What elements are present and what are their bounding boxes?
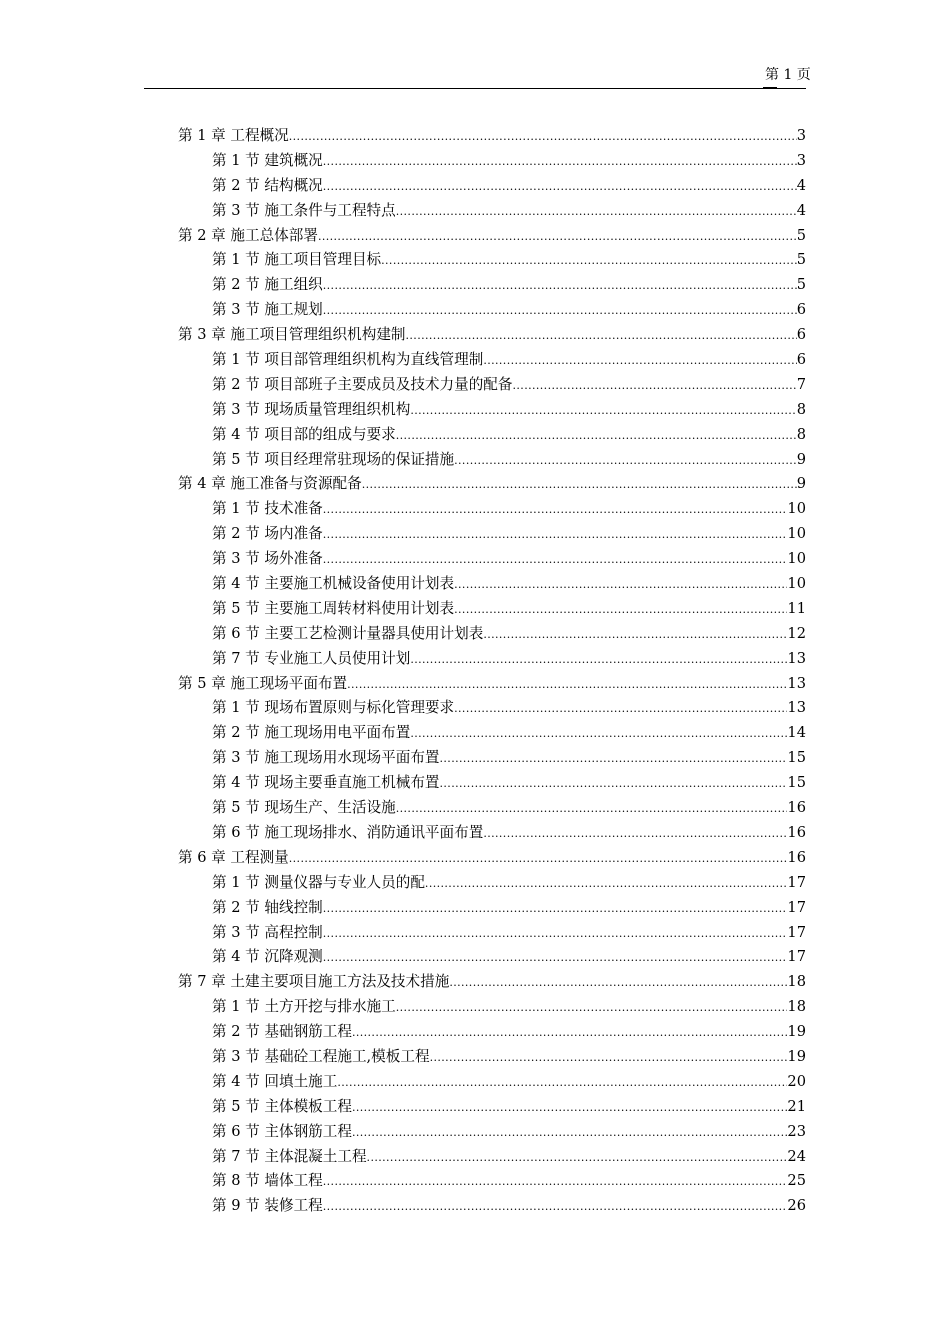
toc-entry-page-number: 13 xyxy=(787,674,806,692)
toc-dot-leader xyxy=(396,200,797,225)
toc-section-entry[interactable] xyxy=(212,696,806,721)
toc-dot-leader xyxy=(440,772,788,797)
toc-section-entry[interactable] xyxy=(212,199,806,224)
toc-entry-title: 第 3 节 高程控制 xyxy=(212,923,323,941)
toc-dot-leader xyxy=(425,872,788,897)
toc-dot-leader xyxy=(323,150,797,175)
toc-section-entry[interactable] xyxy=(212,746,806,771)
toc-dot-leader xyxy=(454,598,787,623)
toc-entry-page-number: 3 xyxy=(796,127,806,144)
toc-dot-leader xyxy=(323,274,797,299)
toc-entry-title: 第 8 节 墙体工程 xyxy=(212,1172,323,1190)
toc-dot-leader xyxy=(406,324,797,349)
toc-section-entry[interactable] xyxy=(212,547,806,572)
toc-dot-leader xyxy=(323,922,788,947)
toc-dot-leader xyxy=(352,1021,787,1046)
toc-dot-leader xyxy=(347,673,787,698)
toc-entry-page-number: 25 xyxy=(787,1172,806,1190)
toc-dot-leader xyxy=(323,299,797,324)
toc-section-entry[interactable] xyxy=(212,597,806,622)
toc-dot-leader xyxy=(381,249,797,274)
toc-section-entry[interactable] xyxy=(212,448,806,473)
toc-entry-page-number: 6 xyxy=(796,326,806,344)
toc-chapter-entry[interactable] xyxy=(178,124,806,149)
toc-section-entry[interactable] xyxy=(212,1095,806,1120)
toc-section-entry[interactable] xyxy=(212,497,806,522)
toc-entry-title: 第 5 节 现场生产、生活设施 xyxy=(212,799,396,817)
toc-dot-leader xyxy=(337,1071,787,1096)
toc-entry-title: 第 2 节 施工现场用电平面布置 xyxy=(212,724,411,742)
toc-section-entry[interactable] xyxy=(212,1070,806,1095)
toc-dot-leader xyxy=(367,1146,788,1171)
toc-dot-leader xyxy=(289,125,797,150)
toc-section-entry[interactable] xyxy=(212,572,806,597)
toc-section-entry[interactable] xyxy=(212,423,806,448)
toc-entry-page-number: 5 xyxy=(796,226,806,244)
toc-entry-page-number: 14 xyxy=(787,724,806,742)
toc-section-entry[interactable] xyxy=(212,373,806,398)
toc-dot-leader xyxy=(454,697,787,722)
toc-dot-leader xyxy=(396,797,788,822)
header-rule xyxy=(144,88,806,89)
toc-chapter-entry[interactable] xyxy=(178,970,806,995)
toc-entry-page-number: 9 xyxy=(796,475,806,493)
toc-section-entry[interactable] xyxy=(212,771,806,796)
toc-dot-leader xyxy=(396,424,797,449)
toc-section-entry[interactable] xyxy=(212,896,806,921)
toc-entry-title: 第 3 节 施工现场用水现场平面布置 xyxy=(212,749,440,767)
toc-chapter-entry[interactable] xyxy=(178,846,806,871)
toc-entry-page-number: 17 xyxy=(787,873,806,891)
toc-dot-leader xyxy=(440,747,788,772)
toc-dot-leader xyxy=(454,573,787,598)
toc-dot-leader xyxy=(449,971,787,996)
toc-section-entry[interactable] xyxy=(212,248,806,273)
toc-section-entry[interactable] xyxy=(212,721,806,746)
toc-entry-title: 第 1 节 技术准备 xyxy=(212,500,323,518)
toc-entry-page-number: 13 xyxy=(787,699,806,717)
toc-entry-page-number: 8 xyxy=(796,425,806,443)
toc-dot-leader xyxy=(483,822,787,847)
toc-entry-title: 第 2 节 项目部班子主要成员及技术力量的配备 xyxy=(212,375,513,393)
toc-entry-title: 第 5 章 施工现场平面布置 xyxy=(178,674,348,692)
toc-entry-page-number: 23 xyxy=(787,1122,806,1140)
toc-dot-leader xyxy=(318,225,797,250)
toc-entry-page-number: 5 xyxy=(796,251,806,269)
toc-entry-title: 第 3 节 施工条件与工程特点 xyxy=(212,201,396,219)
toc-section-entry[interactable] xyxy=(212,174,806,199)
toc-entry-title: 第 4 节 沉降观测 xyxy=(212,948,323,966)
toc-section-entry[interactable] xyxy=(212,273,806,298)
toc-dot-leader xyxy=(396,996,788,1021)
toc-section-entry[interactable] xyxy=(212,796,806,821)
toc-section-entry[interactable] xyxy=(212,348,806,373)
toc-entry-title: 第 5 节 主要施工周转材料使用计划表 xyxy=(212,599,455,617)
toc-entry-page-number: 18 xyxy=(787,973,806,991)
toc-dot-leader xyxy=(289,847,788,872)
toc-entry-title: 第 7 章 土建主要项目施工方法及技术措施 xyxy=(178,973,450,991)
toc-entry-page-number: 17 xyxy=(787,948,806,966)
toc-entry-page-number: 4 xyxy=(796,176,806,194)
toc-dot-leader xyxy=(323,175,797,200)
toc-entry-title: 第 4 节 现场主要垂直施工机械布置 xyxy=(212,774,440,792)
toc-section-entry[interactable] xyxy=(212,1169,806,1194)
toc-entry-page-number: 10 xyxy=(787,550,806,568)
toc-dot-leader xyxy=(323,523,788,548)
toc-entry-page-number: 24 xyxy=(787,1147,806,1165)
toc-entry-title: 第 3 章 施工项目管理组织机构建制 xyxy=(178,326,406,344)
toc-entry-page-number: 9 xyxy=(796,450,806,468)
toc-entry-page-number: 19 xyxy=(787,1047,806,1065)
toc-entry-page-number: 5 xyxy=(796,276,806,294)
toc-entry-title: 第 2 节 施工组织 xyxy=(212,276,323,294)
toc-section-entry[interactable] xyxy=(212,921,806,946)
toc-section-entry[interactable] xyxy=(212,995,806,1020)
toc-section-entry[interactable] xyxy=(212,821,806,846)
toc-dot-leader xyxy=(410,399,796,424)
toc-entry-title: 第 4 节 项目部的组成与要求 xyxy=(212,425,396,443)
toc-entry-page-number: 4 xyxy=(796,201,806,219)
toc-chapter-entry[interactable] xyxy=(178,472,806,497)
toc-entry-title: 第 3 节 现场质量管理组织机构 xyxy=(212,400,411,418)
toc-entry-title: 第 5 节 项目经理常驻现场的保证措施 xyxy=(212,450,455,468)
toc-entry-page-number: 15 xyxy=(787,774,806,792)
table-of-contents xyxy=(0,124,950,1219)
toc-section-entry[interactable] xyxy=(212,149,806,174)
toc-section-entry[interactable] xyxy=(212,1045,806,1070)
toc-entry-page-number: 13 xyxy=(787,649,806,667)
toc-dot-leader xyxy=(362,473,797,498)
toc-dot-leader xyxy=(430,1046,788,1071)
toc-section-entry[interactable] xyxy=(212,647,806,672)
toc-entry-title: 第 7 节 主体混凝土工程 xyxy=(212,1147,367,1165)
toc-entry-page-number: 16 xyxy=(787,848,806,866)
toc-entry-page-number: 10 xyxy=(787,525,806,543)
toc-entry-title: 第 6 章 工程测量 xyxy=(178,848,289,866)
toc-entry-page-number: 21 xyxy=(787,1097,806,1115)
toc-section-entry[interactable] xyxy=(212,1120,806,1145)
toc-entry-page-number: 10 xyxy=(787,500,806,518)
toc-entry-title: 第 2 节 结构概况 xyxy=(212,176,323,194)
toc-section-entry[interactable] xyxy=(212,622,806,647)
toc-section-entry[interactable] xyxy=(212,1145,806,1170)
toc-section-entry[interactable] xyxy=(212,1020,806,1045)
toc-entry-page-number: 18 xyxy=(787,998,806,1016)
toc-entry-page-number: 19 xyxy=(787,1023,806,1041)
toc-entry-title: 第 2 章 施工总体部署 xyxy=(178,226,318,244)
header-rule-accent xyxy=(763,87,777,88)
toc-dot-leader xyxy=(483,349,796,374)
toc-entry-page-number: 6 xyxy=(796,351,806,369)
toc-entry-page-number: 16 xyxy=(787,823,806,841)
page-number-label: 第 1 页 xyxy=(765,67,811,83)
toc-entry-title: 第 1 节 现场布置原则与标化管理要求 xyxy=(212,699,455,717)
toc-entry-title: 第 7 节 专业施工人员使用计划 xyxy=(212,649,411,667)
toc-entry-page-number: 20 xyxy=(787,1072,806,1090)
toc-dot-leader xyxy=(323,897,788,922)
toc-entry-title: 第 1 节 施工项目管理目标 xyxy=(212,251,382,269)
toc-entry-title: 第 2 节 场内准备 xyxy=(212,525,323,543)
toc-entry-page-number: 17 xyxy=(787,898,806,916)
toc-entry-title: 第 1 节 土方开挖与排水施工 xyxy=(212,998,396,1016)
toc-dot-leader xyxy=(323,548,788,573)
toc-dot-leader xyxy=(323,1195,788,1220)
toc-section-entry[interactable] xyxy=(212,298,806,323)
toc-entry-title: 第 4 节 主要施工机械设备使用计划表 xyxy=(212,575,455,593)
toc-entry-title: 第 1 节 项目部管理组织机构为直线管理制 xyxy=(212,351,484,369)
toc-entry-title: 第 2 节 基础钢筋工程 xyxy=(212,1023,352,1041)
toc-dot-leader xyxy=(352,1121,787,1146)
toc-entry-title: 第 4 节 回填土施工 xyxy=(212,1072,338,1090)
toc-entry-page-number: 26 xyxy=(787,1197,806,1215)
toc-dot-leader xyxy=(454,449,797,474)
toc-entry-title: 第 1 节 测量仪器与专业人员的配 xyxy=(212,873,425,891)
toc-dot-leader xyxy=(323,1170,788,1195)
toc-entry-page-number: 12 xyxy=(787,624,806,642)
toc-entry-title: 第 3 节 施工规划 xyxy=(212,301,323,319)
toc-entry-page-number: 10 xyxy=(787,575,806,593)
toc-entry-title: 第 2 节 轴线控制 xyxy=(212,898,323,916)
toc-section-entry[interactable] xyxy=(212,398,806,423)
toc-dot-leader xyxy=(513,374,797,399)
toc-entry-page-number: 16 xyxy=(787,799,806,817)
toc-entry-title: 第 6 节 主要工艺检测计量器具使用计划表 xyxy=(212,624,484,642)
toc-dot-leader xyxy=(410,648,787,673)
toc-chapter-entry[interactable] xyxy=(178,672,806,697)
toc-entry-page-number: 15 xyxy=(787,749,806,767)
toc-dot-leader xyxy=(323,946,788,971)
toc-entry-title: 第 3 节 场外准备 xyxy=(212,550,323,568)
toc-dot-leader xyxy=(483,623,787,648)
toc-entry-page-number: 8 xyxy=(796,400,806,418)
toc-entry-page-number: 3 xyxy=(796,151,806,169)
toc-section-entry[interactable] xyxy=(212,871,806,896)
toc-entry-title: 第 3 节 基础砼工程施工,模板工程 xyxy=(212,1047,430,1065)
toc-entry-page-number: 7 xyxy=(796,375,806,393)
toc-entry-title: 第 1 章 工程概况 xyxy=(178,127,289,144)
toc-entry-title: 第 9 节 装修工程 xyxy=(212,1197,323,1215)
toc-entry-page-number: 11 xyxy=(787,599,806,617)
toc-entry-title: 第 4 章 施工准备与资源配备 xyxy=(178,475,362,493)
toc-section-entry[interactable] xyxy=(212,522,806,547)
toc-dot-leader xyxy=(323,498,788,523)
toc-dot-leader xyxy=(352,1096,787,1121)
toc-entry-title: 第 6 节 主体钢筋工程 xyxy=(212,1122,352,1140)
toc-dot-leader xyxy=(410,722,787,747)
toc-section-entry[interactable] xyxy=(212,945,806,970)
toc-entry-title: 第 6 节 施工现场排水、消防通讯平面布置 xyxy=(212,823,484,841)
toc-entry-title: 第 5 节 主体模板工程 xyxy=(212,1097,352,1115)
toc-entry-page-number: 6 xyxy=(796,301,806,319)
toc-entry-page-number: 17 xyxy=(787,923,806,941)
toc-chapter-entry[interactable] xyxy=(178,224,806,249)
toc-section-entry[interactable] xyxy=(212,1194,806,1219)
toc-chapter-entry[interactable] xyxy=(178,323,806,348)
toc-entry-title: 第 1 节 建筑概况 xyxy=(212,151,323,169)
